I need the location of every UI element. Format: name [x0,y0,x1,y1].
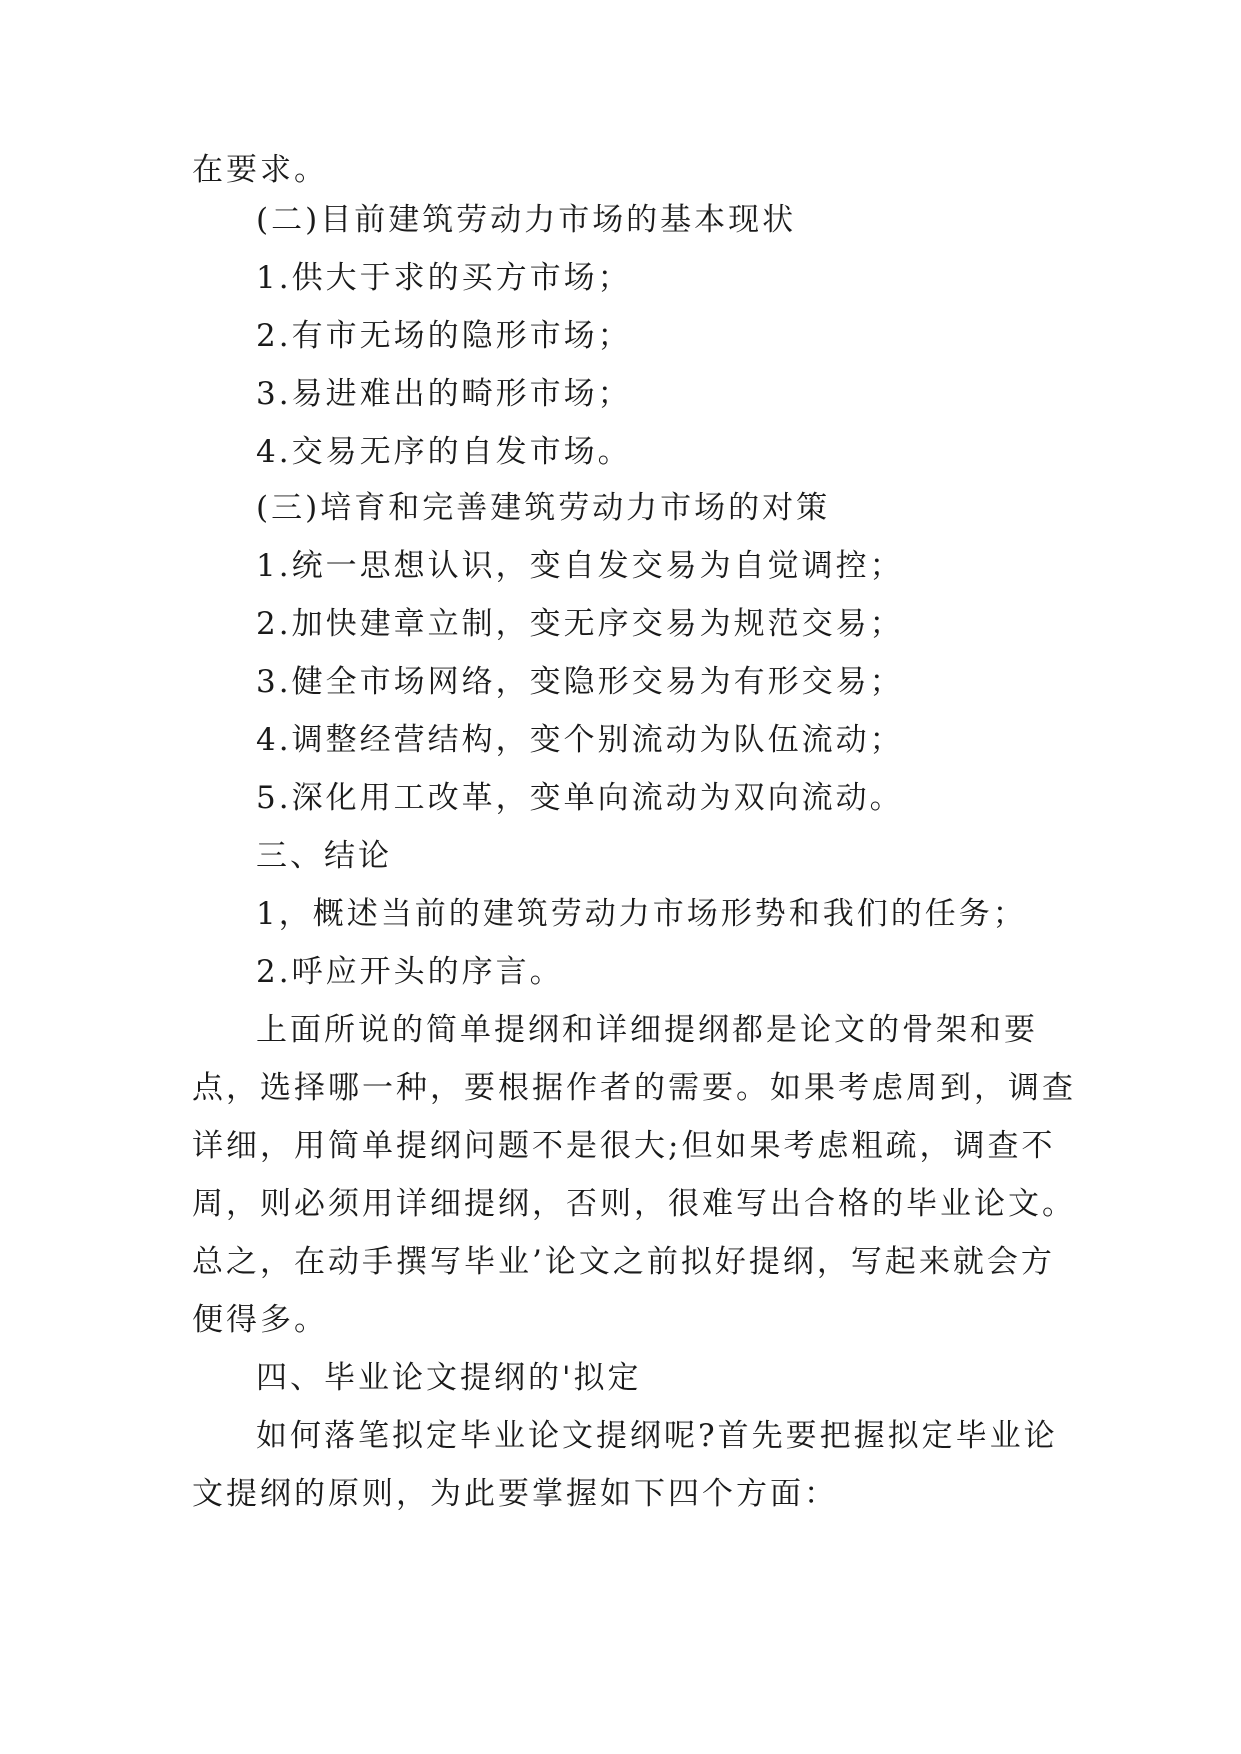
list-item: 4.交易无序的自发市场。 [256,434,632,470]
paragraph-line: 详细，用简单提纲问题不是很大;但如果考虑粗疏，调查不 [192,1128,1056,1164]
paragraph-line: 上面所说的简单提纲和详细提纲都是论文的骨架和要 [256,1012,1038,1048]
section-heading: 三、结论 [256,838,392,874]
list-item: 2.有市无场的隐形市场； [256,318,632,354]
list-item: 2.呼应开头的序言。 [256,954,564,990]
section-heading: (二)目前建筑劳动力市场的基本现状 [256,202,797,238]
paragraph-line: 文提纲的原则，为此要掌握如下四个方面： [192,1476,838,1512]
paragraph-line: 如何落笔拟定毕业论文提纲呢?首先要把握拟定毕业论 [256,1418,1058,1454]
list-item: 1，概述当前的建筑劳动力市场形势和我们的任务； [256,896,1027,932]
list-item: 3.健全市场网络，变隐形交易为有形交易； [256,664,904,700]
list-item: 4.调整经营结构，变个别流动为队伍流动； [256,722,904,758]
list-item: 1.统一思想认识，变自发交易为自觉调控； [256,548,904,584]
section-heading: 四、毕业论文提纲的'拟定 [256,1360,642,1396]
list-item: 5.深化用工改革，变单向流动为双向流动。 [256,780,904,816]
section-heading: (三)培育和完善建筑劳动力市场的对策 [256,490,831,526]
list-item: 2.加快建章立制，变无序交易为规范交易； [256,606,904,642]
paragraph-line: 便得多。 [192,1302,328,1338]
list-item: 1.供大于求的买方市场； [256,260,632,296]
text-line: 在要求。 [192,152,328,188]
paragraph-line: 总之，在动手撰写毕业’论文之前拟好提纲，写起来就会方 [192,1244,1055,1280]
paragraph-line: 周，则必须用详细提纲，否则，很难写出合格的毕业论文。 [192,1186,1076,1222]
list-item: 3.易进难出的畸形市场； [256,376,632,412]
paragraph-line: 点，选择哪一种，要根据作者的需要。如果考虑周到，调查 [192,1070,1076,1106]
